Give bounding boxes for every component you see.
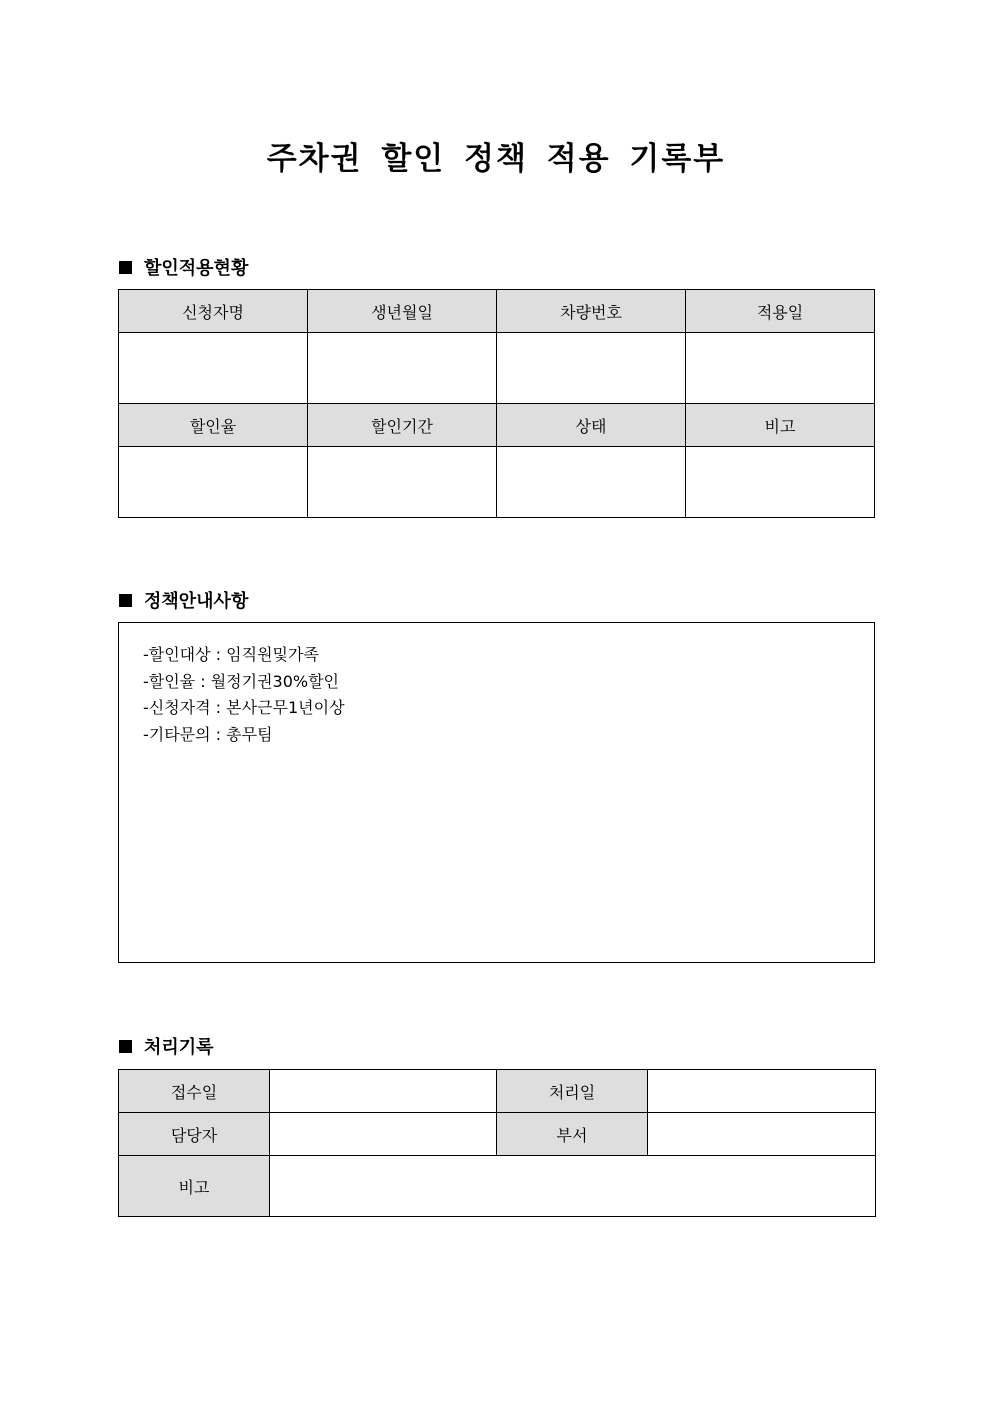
note-cell[interactable] — [270, 1156, 876, 1217]
table-header-row — [119, 290, 875, 333]
policy-section-heading — [119, 587, 248, 613]
birth-date-header: 생년월일 — [308, 290, 497, 333]
process-section-heading-label: 처리기록 — [144, 1037, 214, 1058]
process-record-table — [118, 1069, 876, 1217]
discount-period-cell[interactable] — [308, 447, 497, 518]
received-date-label: 접수일 — [119, 1070, 270, 1113]
policy-notice-box — [118, 622, 875, 963]
policy-item-contact: -기타문의 : 총무팀 — [143, 724, 273, 744]
apply-date-cell[interactable] — [686, 333, 875, 404]
processed-date-cell[interactable] — [648, 1070, 876, 1113]
discount-status-table — [118, 289, 875, 518]
table-row — [119, 1070, 876, 1113]
table-row — [119, 1113, 876, 1156]
vehicle-number-cell[interactable] — [497, 333, 686, 404]
manager-label: 담당자 — [119, 1113, 270, 1156]
discount-rate-cell[interactable] — [119, 447, 308, 518]
status-section-heading-label: 할인적용현황 — [144, 258, 249, 279]
remarks-cell[interactable] — [686, 447, 875, 518]
square-bullet-icon — [119, 594, 132, 607]
policy-item-rate: -할인율 : 월정기권30%할인 — [143, 671, 340, 691]
vehicle-number-header: 차량번호 — [497, 290, 686, 333]
remarks-header: 비고 — [686, 404, 875, 447]
square-bullet-icon — [119, 261, 132, 274]
applicant-name-header: 신청자명 — [119, 290, 308, 333]
note-label: 비고 — [119, 1156, 270, 1217]
status-cell[interactable] — [497, 447, 686, 518]
discount-rate-header: 할인율 — [119, 404, 308, 447]
policy-item-target: -할인대상 : 임직원및가족 — [143, 645, 319, 664]
document-title: 주차권 할인 정책 적용 기록부 — [266, 141, 726, 177]
birth-date-cell[interactable] — [308, 333, 497, 404]
applicant-name-cell[interactable] — [119, 333, 308, 404]
department-cell[interactable] — [648, 1113, 876, 1156]
square-bullet-icon — [119, 1040, 132, 1053]
apply-date-header: 적용일 — [686, 290, 875, 333]
policy-list — [119, 623, 874, 748]
table-row — [119, 447, 875, 518]
table-header-row — [119, 404, 875, 447]
table-row — [119, 1156, 876, 1217]
department-label: 부서 — [497, 1113, 648, 1156]
received-date-cell[interactable] — [270, 1070, 497, 1113]
table-row — [119, 333, 875, 404]
policy-item-eligibility: -신청자격 : 본사근무1년이상 — [143, 698, 345, 717]
status-header: 상태 — [497, 404, 686, 447]
status-section-heading — [119, 254, 248, 280]
process-section-heading — [119, 1033, 214, 1059]
policy-section-heading-label: 정책안내사항 — [144, 591, 249, 612]
processed-date-label: 처리일 — [497, 1070, 648, 1113]
discount-period-header: 할인기간 — [308, 404, 497, 447]
manager-cell[interactable] — [270, 1113, 497, 1156]
